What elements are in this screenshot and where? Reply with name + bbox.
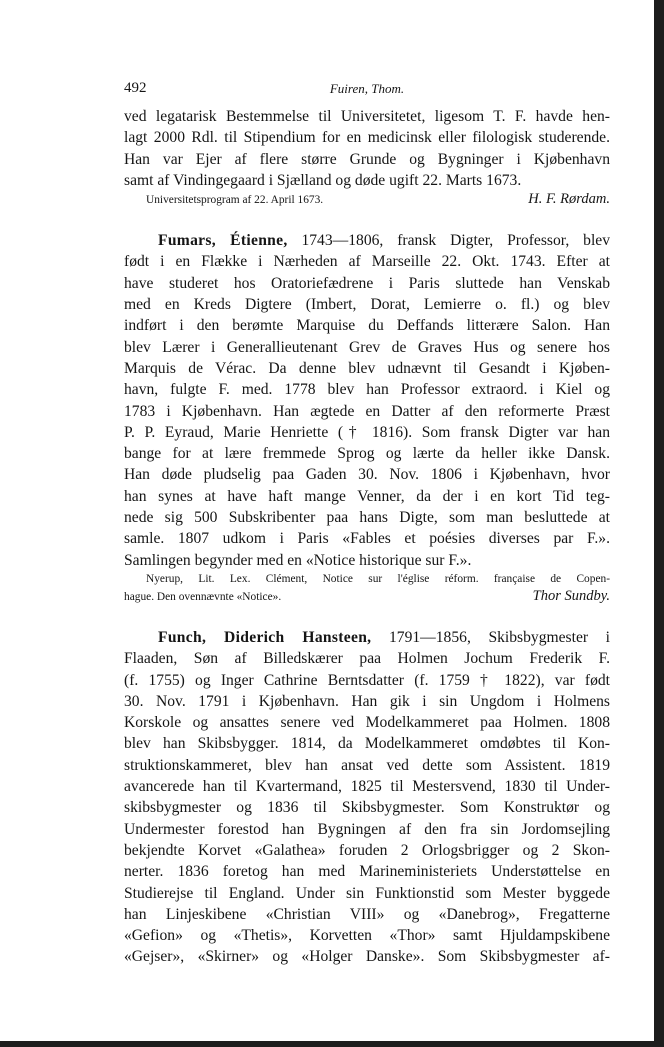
text-line: bange for at lære fremmede Sprog og lærte da heller ikke Dansk. bbox=[124, 445, 610, 463]
page-header bbox=[124, 80, 610, 106]
source-reference: hague. Den ovennævnte «Notice». bbox=[124, 590, 282, 603]
text-line: samle. 1807 udkom i Paris «Fables et poésies diverses par F.». bbox=[124, 530, 610, 548]
text-line: Marquis de Vérac. Da denne blev udnævnt til Gesandt i Kjøben- bbox=[124, 359, 610, 377]
text-line: struktionskammeret, blev han ansat ved dette som Assistent. 1819 bbox=[124, 756, 610, 774]
source-row bbox=[124, 191, 610, 208]
text-line: Han døde pludselig paa Gaden 30. Nov. 1806 i Kjøbenhavn, hvor bbox=[124, 466, 610, 484]
text-line: P. P. Eyraud, Marie Henriette († 1816). Som fransk Digter var han bbox=[124, 423, 610, 441]
text-line: havn, fulgte F. med. 1778 blev han Professor extraord. i Kiel og bbox=[124, 381, 610, 399]
text-line: blev han Skibsbygger. 1814, da Modelkammeret omdøbtes til Kon- bbox=[124, 735, 610, 753]
text-line: 1743—1806, fransk Digter, Professor, blev bbox=[287, 232, 610, 250]
text-line: Studierejse til England. Under sin Funktionstid som Mester byggede bbox=[124, 884, 610, 902]
entry-fumars bbox=[124, 230, 610, 605]
text-line: nerter. 1836 foretog han med Marineministeriets Understøttelse en bbox=[124, 863, 610, 881]
text-line: Undermester forestod han Bygningen af den fra sin Jordomsejling bbox=[124, 820, 610, 838]
text-line: han synes at have haft mange Venner, da der i en kort Tid teg- bbox=[124, 487, 610, 505]
text-line: 1791—1856, Skibsbygmester i bbox=[371, 628, 610, 646]
text-line: Flaaden, Søn af Billedskærer paa Holmen Jochum Frederik F. bbox=[124, 650, 610, 668]
source-reference: Universitetsprogram af 22. April 1673. bbox=[146, 194, 324, 207]
text-line: (f. 1755) og Inger Cathrine Berntsdatter (f. 1759 † 1822), var født bbox=[124, 671, 610, 689]
text-line: bekjendte Korvet «Galathea» foruden 2 Orlogsbrigger og 2 Skon- bbox=[124, 841, 610, 859]
entry-headword: Fumars, Étienne, bbox=[158, 232, 288, 250]
entry-headword: Funch, Diderich Hansteen, bbox=[158, 628, 372, 646]
author-signature: Thor Sundby. bbox=[532, 587, 610, 604]
text-line: han Linjeskibene «Christian VIII» og «Danebrog», Fregatterne bbox=[124, 905, 610, 923]
text-line: nede sig 500 Subskribenter paa hans Digte, som man besluttede at bbox=[124, 509, 610, 527]
text-line: «Gefion» og «Thetis», Korvetten «Thor» samt Hjuldampskibene bbox=[124, 927, 610, 945]
text-line: 1783 i Kjøbenhavn. Han ægtede en Datter af den reformerte Præst bbox=[124, 402, 610, 420]
text-line: Han var Ejer af flere større Grunde og Bygninger i Kjøbenhavn bbox=[124, 150, 610, 168]
text-line: blev Lærer i Generallieutenant Grev de Graves Hus og senere hos bbox=[124, 338, 610, 356]
text-line: skibsbygmester og 1836 til Skibsbygmester. Som Konstruktør og bbox=[124, 799, 610, 817]
page-edge-bottom bbox=[0, 1041, 664, 1047]
entry-first-line bbox=[124, 230, 610, 251]
text-line: have studeret hos Oratoriefædrene i Paris sluttede han Venskab bbox=[124, 274, 610, 292]
book-page bbox=[124, 80, 610, 968]
text-line: født i en Flække i Nærheden af Marseille 22. Okt. 1743. Efter at bbox=[124, 253, 610, 271]
text-line: ved legatarisk Bestemmelse til Universitetet, ligesom T. F. havde hen- bbox=[124, 108, 610, 125]
text-line: «Gejser», «Skirner» og «Holger Danske». Som Skibsbygmester af- bbox=[124, 948, 610, 966]
text-line: Korskole og ansattes senere ved Modelkammeret paa Holmen. 1808 bbox=[124, 714, 610, 732]
text-line: med en Kreds Digtere (Imbert, Dorat, Lemierre o. fl.) og blev bbox=[124, 296, 610, 314]
text-line: indført i den berømte Marquise du Deffands litterære Salon. Han bbox=[124, 317, 610, 335]
page-edge-right bbox=[654, 0, 664, 1047]
entry-fuiren bbox=[124, 106, 610, 208]
author-signature: H. F. Rørdam. bbox=[528, 191, 610, 208]
text-line: Samlingen begynder med en «Notice historique sur F.». bbox=[124, 551, 472, 569]
entry-funch bbox=[124, 627, 610, 968]
source-row bbox=[124, 588, 610, 605]
text-line: samt af Vindingegaard i Sjælland og døde ugift 22. Marts 1673. bbox=[124, 171, 522, 189]
entry-first-line bbox=[124, 627, 610, 648]
running-head: Fuiren, Thom. bbox=[329, 81, 405, 96]
page-number: 492 bbox=[124, 80, 147, 96]
text-line: avancerede han til Kvartermand, 1825 til Mestersvend, 1830 til Under- bbox=[124, 778, 610, 796]
text-line: 30. Nov. 1791 i Kjøbenhavn. Han gik i sin Ungdom i Holmens bbox=[124, 692, 610, 710]
source-reference: Nyerup, Lit. Lex. Clément, Notice sur l'église réform. française de Copen- bbox=[146, 572, 610, 585]
text-line: lagt 2000 Rdl. til Stipendium for en medicinsk eller filologisk studerende. bbox=[124, 129, 610, 147]
